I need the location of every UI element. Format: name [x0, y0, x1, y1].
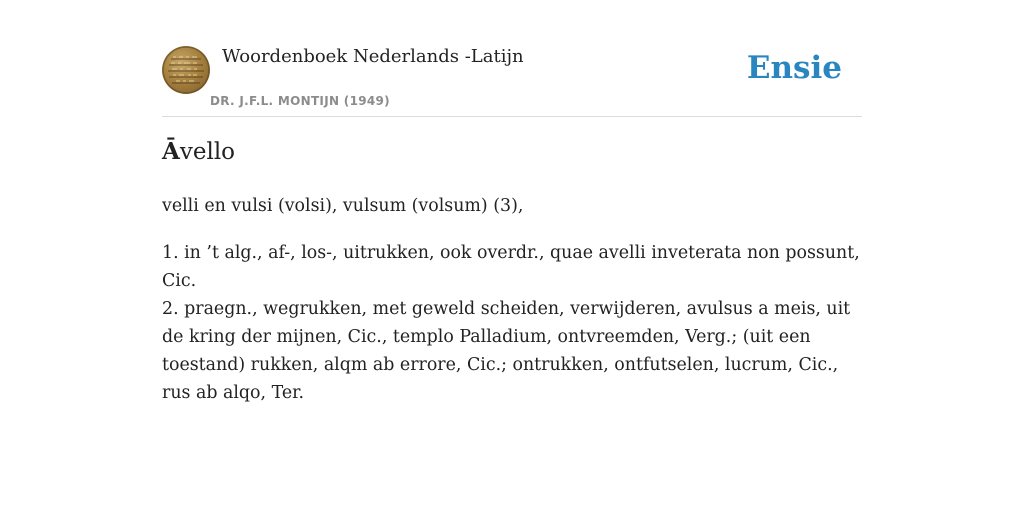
headword-initial: Ā	[162, 138, 180, 165]
coin-inscription-icon[interactable]	[162, 46, 210, 94]
author-line: DR. J.F.L. MONTIJN (1949)	[210, 94, 390, 108]
entry-sense-2: 2. praegn., wegrukken, met geweld scheiden, verwijderen, avulsus a meis, uit de kring der mijnen, Cic., templo Palladium, ontvreemden, Verg.; (uit een toestand) rukken, alqm ab errore, Cic.; ontrukken, ontfutselen, lucrum, Cic., rus ab alqo, Ter.	[162, 299, 851, 403]
entry-forms: velli en vulsi (volsi), vulsum (volsum) (3),	[162, 196, 524, 216]
entry-body	[162, 192, 862, 407]
entry-headword	[162, 138, 235, 165]
headword-rest: vello	[179, 139, 236, 165]
book-header	[162, 46, 862, 117]
brand-logo-link[interactable]: Ensie	[746, 50, 842, 86]
entry-sense-1: 1. in ’t alg., af-, los-, uitrukken, ook overdr., quae avelli inveterata non possunt, Cic.	[162, 243, 860, 291]
book-title[interactable]: Woordenboek Nederlands -Latijn	[222, 46, 524, 67]
